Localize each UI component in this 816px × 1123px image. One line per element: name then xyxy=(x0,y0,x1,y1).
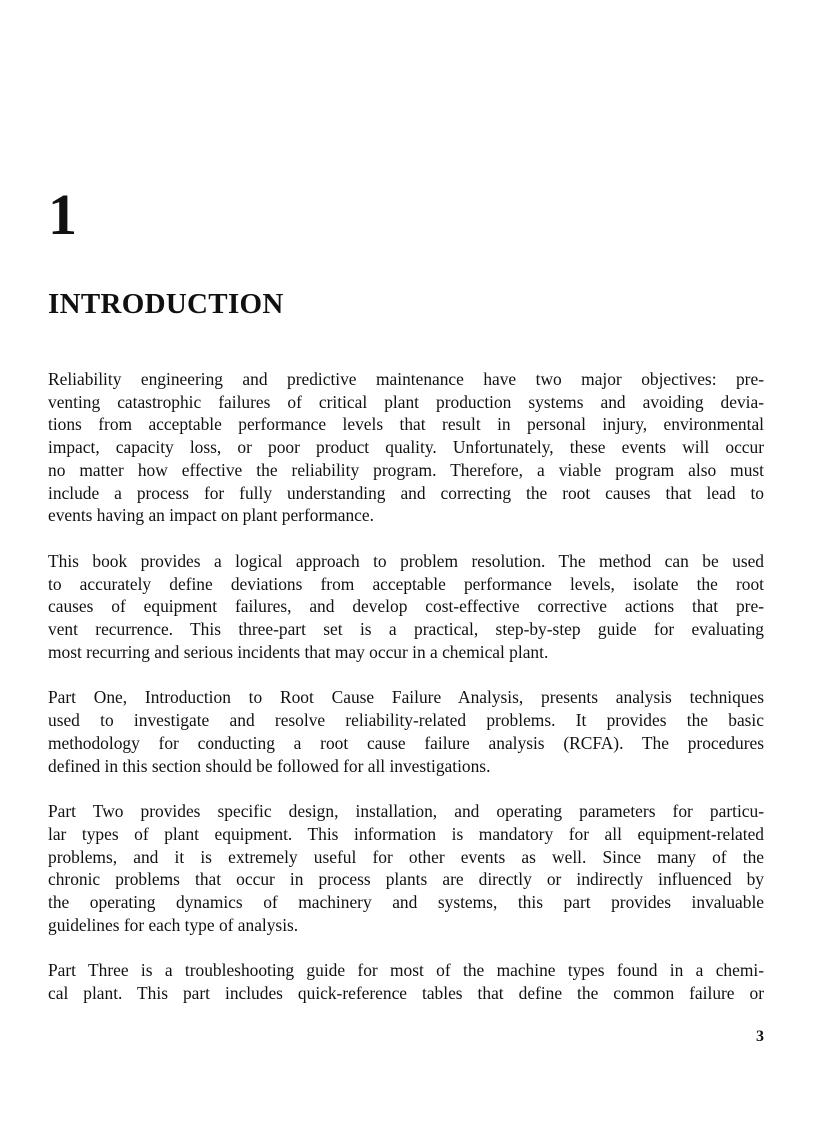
chapter-title: INTRODUCTION xyxy=(48,288,284,320)
text-line: venting catastrophic failures of critical plant production systems and avoiding devia- xyxy=(48,391,764,412)
text-line: impact, capacity loss, or poor product quality. Unfortunately, these events will occur xyxy=(48,437,764,458)
text-line: tions from acceptable performance levels that result in personal injury, environmental xyxy=(48,414,764,435)
text-line: Part Two provides specific design, installation, and operating parameters for particu- xyxy=(48,801,764,822)
text-line: used to investigate and resolve reliability-related problems. It provides the basic xyxy=(48,710,764,731)
text-line: the operating dynamics of machinery and systems, this part provides invaluable xyxy=(48,892,764,913)
text-line: This book provides a logical approach to problem resolution. The method can be used xyxy=(48,550,764,571)
chapter-number: 1 xyxy=(48,182,77,247)
page-number: 3 xyxy=(756,1028,764,1045)
text-line: include a process for fully understanding and correcting the root causes that lead to xyxy=(48,482,764,503)
text-line: problems, and it is extremely useful for other events as well. Since many of the xyxy=(48,846,764,867)
text-line: Reliability engineering and predictive maintenance have two major objectives: pre- xyxy=(48,369,764,389)
paragraph-part-three xyxy=(48,959,764,1004)
text-line: methodology for conducting a root cause failure analysis (RCFA). The procedures xyxy=(48,732,764,753)
paragraph-part-two xyxy=(48,800,764,936)
text-line: cal plant. This part includes quick-reference tables that define the common failure or xyxy=(48,983,764,1004)
text-line: chronic problems that occur in process plants are directly or indirectly influenced by xyxy=(48,869,764,890)
text-line: Part One, Introduction to Root Cause Failure Analysis, presents analysis techniques xyxy=(48,687,764,708)
text-line: to accurately define deviations from acceptable performance levels, isolate the root xyxy=(48,573,764,594)
text-line: defined in this section should be followed for all investigations. xyxy=(48,755,491,776)
text-line: no matter how effective the reliability program. Therefore, a viable program also must xyxy=(48,459,764,480)
text-line: lar types of plant equipment. This information is mandatory for all equipment-related xyxy=(48,823,764,844)
text-line: causes of equipment failures, and develop cost-effective corrective actions that pre- xyxy=(48,596,764,617)
text-line: most recurring and serious incidents that may occur in a chemical plant. xyxy=(48,641,549,662)
paragraph-book-approach xyxy=(48,550,764,664)
paragraph-objectives xyxy=(48,368,764,527)
body-text xyxy=(48,368,764,1028)
paragraph-part-one xyxy=(48,686,764,777)
text-line: vent recurrence. This three-part set is a practical, step-by-step guide for evaluating xyxy=(48,619,764,640)
text-line: events having an impact on plant performance. xyxy=(48,505,374,526)
text-line: Part Three is a troubleshooting guide for most of the machine types found in a chemi- xyxy=(48,960,764,981)
text-line: guidelines for each type of analysis. xyxy=(48,914,299,935)
